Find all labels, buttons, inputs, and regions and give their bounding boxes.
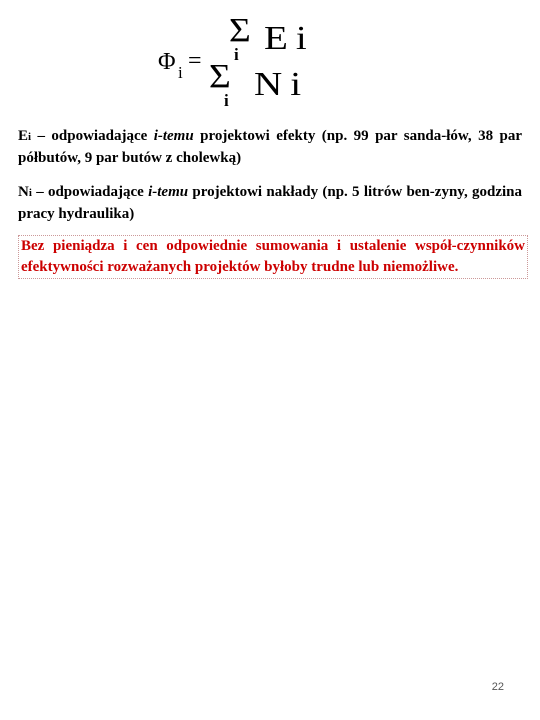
effects-text-lead: – odpowiadające [31, 128, 154, 144]
phi-symbol: Φ [158, 49, 176, 75]
inputs-definition [18, 182, 522, 225]
numerator-sum-index: i [234, 45, 239, 64]
formula-numerator: Ei [264, 20, 315, 57]
effects-symbol: E [18, 128, 29, 144]
inputs-text-rest: projektowi nakłady (np. 5 litrów ben-zyny, godzina pracy hydraulika) [18, 184, 522, 222]
efficiency-formula [0, 0, 540, 120]
effects-text-italic: i-temu [153, 128, 194, 144]
page-number: 22 [491, 681, 504, 693]
effects-text-rest: projektowi efekty (np. 99 par sanda-łów, 38 par półbutów, 9 par butów z cholewką) [18, 128, 523, 166]
equals-sign: = [188, 48, 202, 74]
numerator-sum-symbol: Σ [229, 12, 251, 49]
phi-subscript: i [178, 63, 183, 82]
inputs-symbol-subscript: i [28, 187, 32, 199]
formula-denominator: Ni [254, 66, 310, 103]
inputs-text-lead: – odpowiadające [31, 184, 149, 200]
denominator-sum-symbol: Σ [209, 58, 231, 95]
effects-symbol-subscript: i [28, 131, 32, 143]
inputs-symbol: N [18, 184, 29, 200]
inputs-text-italic: i-temu [148, 184, 189, 200]
money-note: Bez pieniądza i cen odpowiednie sumowania i ustalenie współ-czynników efektywności rozważanych projektów byłoby trudne lub niemożliwe. [18, 235, 528, 279]
denominator-sum-index: i [224, 91, 229, 110]
effects-definition [18, 126, 522, 169]
fraction-line [206, 56, 334, 57]
